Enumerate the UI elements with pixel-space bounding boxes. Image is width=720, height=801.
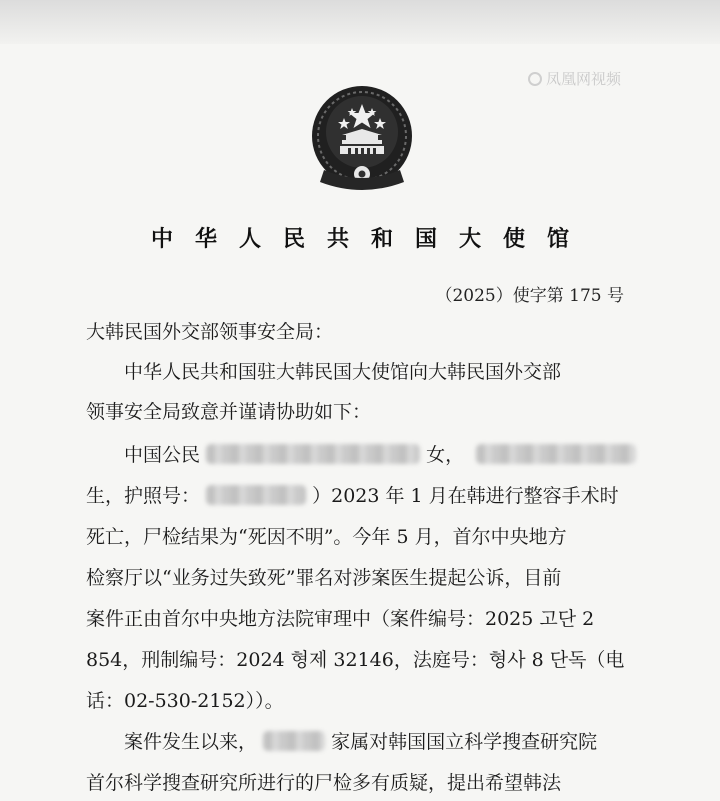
watermark-text: 凤凰网视频 bbox=[546, 70, 622, 88]
body-line-10 bbox=[124, 727, 597, 754]
video-watermark bbox=[528, 68, 621, 89]
watermark-logo-icon bbox=[528, 72, 542, 86]
body-line-4-prefix: 生，护照号： bbox=[86, 485, 201, 507]
body-line-7: 案件正由首尔中央地方法院审理中（案件编号：2025 고단 2 bbox=[86, 608, 595, 630]
paper-top-shadow bbox=[0, 0, 720, 44]
body-line-4-text: ）2023 年 1 月在韩进行整容手术时 bbox=[312, 485, 619, 507]
redacted-passport-number bbox=[206, 485, 306, 505]
document-number: （2025）使字第 175 号 bbox=[435, 286, 624, 306]
document-title: 中华人民共和国大使馆 bbox=[150, 227, 591, 252]
body-line-4 bbox=[86, 481, 619, 508]
body-line-10-text: 家属对韩国国立科学搜查研究院 bbox=[331, 731, 598, 753]
body-line-3-prefix: 中国公民 bbox=[124, 444, 201, 466]
addressee: 大韩民国外交部领事安全局： bbox=[86, 321, 334, 343]
body-line-8: 854，刑制编号：2024 형제 32146，法庭号：형사 8 단독（电 bbox=[86, 649, 625, 671]
body-line-6: 检察厅以“业务过失致死”罪名对涉案医生提起公诉，目前 bbox=[86, 567, 562, 589]
body-line-11: 首尔科学搜查研究所进行的尸检多有质疑，提出希望韩法 bbox=[86, 772, 562, 794]
body-line-10-prefix: 案件发生以来， bbox=[124, 731, 258, 753]
body-line-5: 死亡，尸检结果为“死因不明”。今年 5 月，首尔中央地方 bbox=[86, 526, 567, 548]
body-line-3 bbox=[124, 440, 636, 467]
body-line-1: 中华人民共和国驻大韩民国大使馆向大韩民国外交部 bbox=[124, 361, 562, 383]
redacted-family-name bbox=[263, 731, 325, 751]
body-line-9: 话：02-530-2152））。 bbox=[86, 690, 284, 712]
national-emblem-icon bbox=[306, 82, 418, 194]
body-line-3-gender: 女， bbox=[426, 444, 465, 466]
body-line-2: 领事安全局致意并谨请协助如下： bbox=[86, 401, 372, 423]
redacted-birthdate bbox=[476, 444, 636, 464]
redacted-name bbox=[206, 444, 420, 464]
